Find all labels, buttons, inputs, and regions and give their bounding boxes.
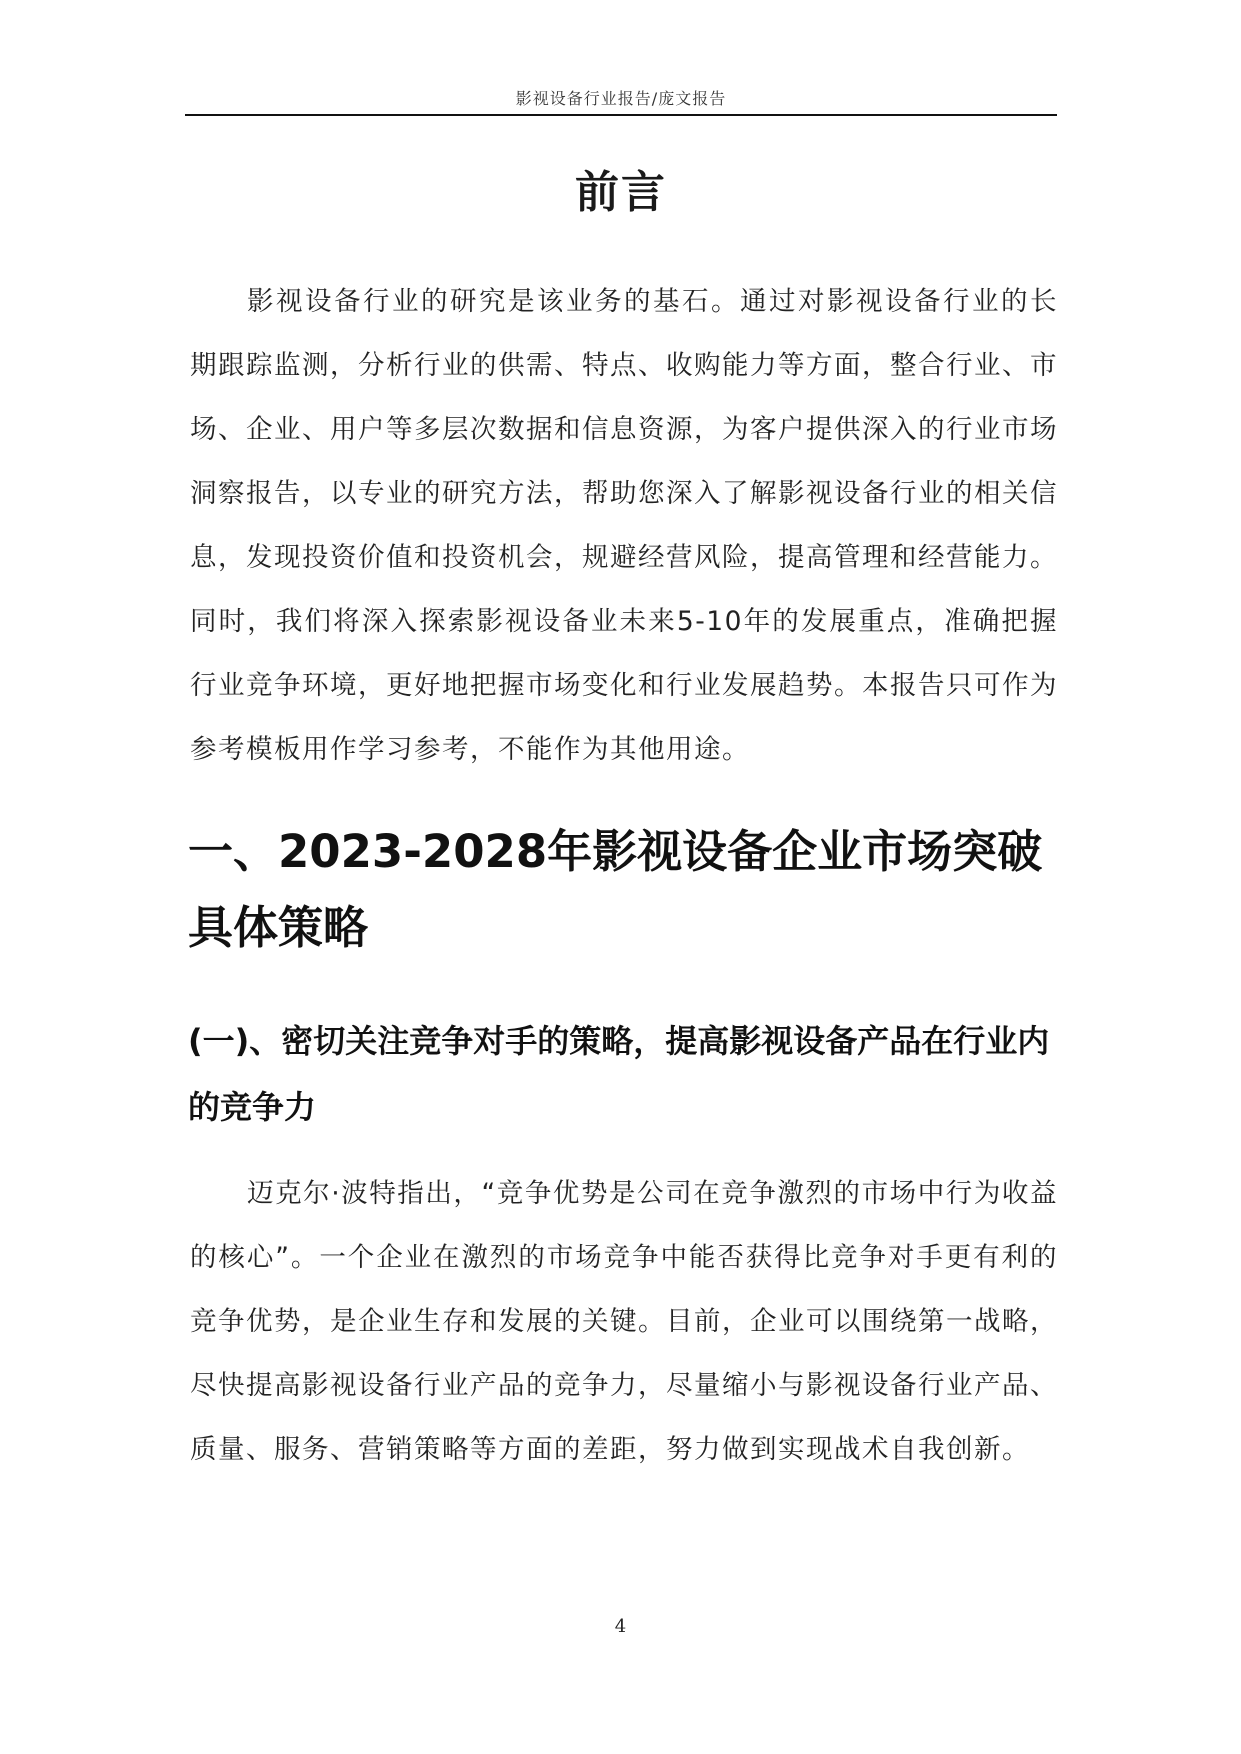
subsection-paragraph: 迈克尔·波特指出，“竞争优势是公司在竞争激烈的市场中行为收益的核心”。一个企业在激烈的市场竞争中能否获得比竞争对手更有利的竞争优势，是企业生存和发展的关键。目前，企业可以围绕第一战略，尽快提高影视设备行业产品的竞争力，尽量缩小与影视设备行业产品、质量、服务、营销策略等方面的差距，努力做到实现战术自我创新。 bbox=[190, 1178, 1058, 1465]
section-heading: 一、2023-2028年影视设备企业市场突破具体策略 bbox=[188, 825, 1043, 954]
preface-paragraph: 影视设备行业的研究是该业务的基石。通过对影视设备行业的长期跟踪监测，分析行业的供需、特点、收购能力等方面，整合行业、市场、企业、用户等多层次数据和信息资源，为客户提供深入的行业市场洞察报告，以专业的研究方法，帮助您深入了解影视设备行业的相关信息，发现投资价值和投资机会，规避经营风险，提高管理和经营能力。同时，我们将深入探索影视设备业未来5-10年的发展重点，准确把握行业竞争环境，更好地把握市场变化和行业发展趋势。本报告只可作为参考模板用作学习参考，不能作为其他用途。 bbox=[190, 286, 1058, 765]
preface-title: 前言 bbox=[575, 167, 667, 218]
header-divider bbox=[185, 114, 1057, 116]
subsection-heading: (一)、密切关注竞争对手的策略，提高影视设备产品在行业内的竞争力 bbox=[188, 1022, 1050, 1126]
page-number: 4 bbox=[614, 1616, 627, 1637]
running-header: 影视设备行业报告/庞文报告 bbox=[515, 89, 727, 108]
